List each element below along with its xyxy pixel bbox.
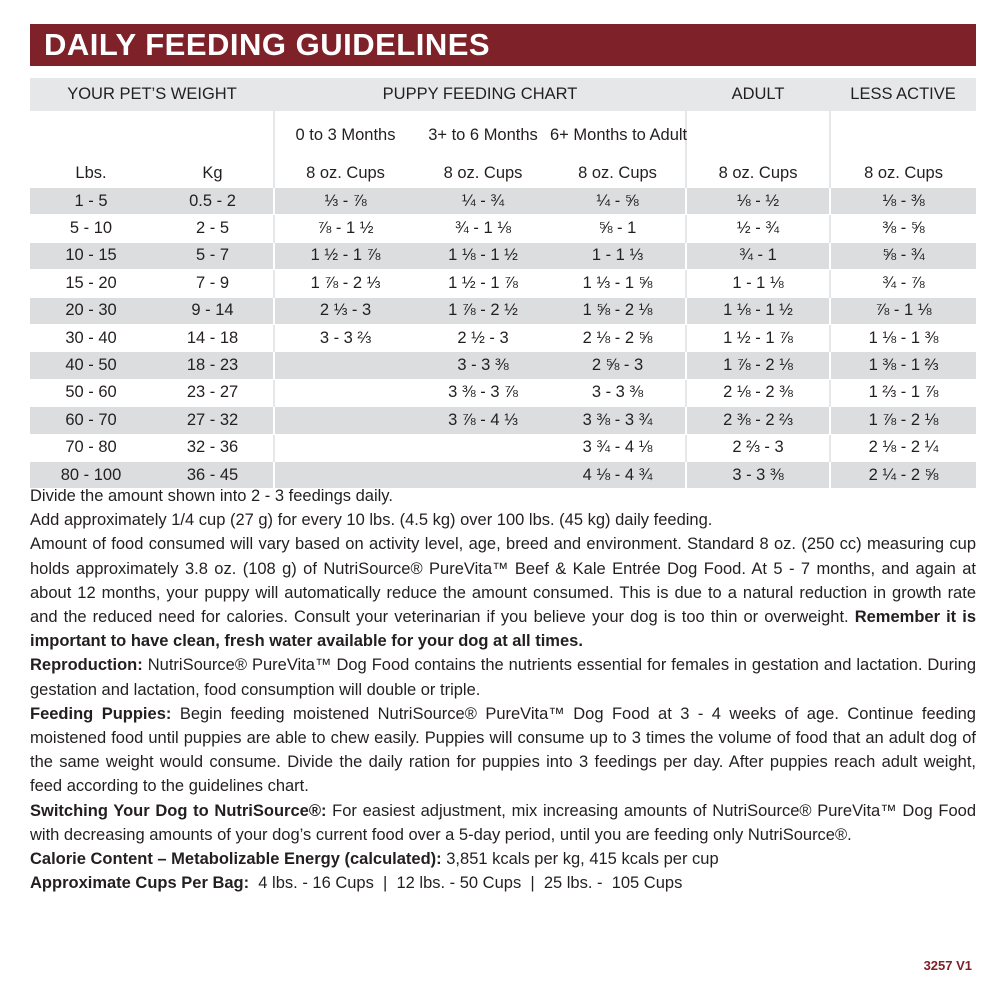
cups-cell: 3 - 3 ⅜ bbox=[550, 379, 686, 406]
sub-header-blank bbox=[30, 111, 274, 160]
cups-cell: 2 ⅔ - 3 bbox=[686, 434, 830, 461]
cups-cell: 1 - 1 ⅓ bbox=[550, 242, 686, 269]
weight-lbs-cell: 60 - 70 bbox=[30, 407, 152, 434]
weight-kg-cell: 27 - 32 bbox=[152, 407, 274, 434]
product-code: 3257 V1 bbox=[923, 958, 972, 973]
weight-kg-cell: 5 - 7 bbox=[152, 242, 274, 269]
weight-lbs-cell: 70 - 80 bbox=[30, 434, 152, 461]
cups-cell: ¾ - 1 bbox=[686, 242, 830, 269]
cups-cell: 1 ⅔ - 1 ⅞ bbox=[830, 379, 976, 406]
weight-lbs-cell: 1 - 5 bbox=[30, 188, 152, 215]
switching-label: Switching Your Dog to NutriSource®: bbox=[30, 801, 327, 820]
cups-cell bbox=[274, 352, 416, 379]
cups-cell: 1 ⅛ - 1 ⅜ bbox=[830, 324, 976, 351]
adult-sub-blank bbox=[686, 111, 830, 160]
weight-lbs-cell: 10 - 15 bbox=[30, 242, 152, 269]
cups-cell bbox=[274, 434, 416, 461]
header-adult: ADULT bbox=[686, 78, 830, 111]
title-banner bbox=[30, 24, 976, 66]
reproduction-text: NutriSource® PureVita™ Dog Food contains the nutrients essential for females in gestation and lactation. During gestation and lactation, food consumption will double or triple. bbox=[30, 656, 976, 699]
amount-text: Amount of food consumed will vary based on activity level, age, breed and environment. Standard 8 oz. (250 cc) measuring cup holds approximately 3.8 oz. (108 g) of NutriSource® PureVita™ Beef & Kale Entrée Dog Food. At 5 - 7 months, and again at about 12 months, your puppy will automatically reduce the amount consumed. This is due to a natural reduction in growth rate and the reduced need for calories. Consult your veterinarian if you believe your dog is too thin or overweight. bbox=[30, 535, 976, 627]
unit-cups: 8 oz. Cups bbox=[416, 160, 550, 188]
reproduction-label: Reproduction: bbox=[30, 656, 143, 675]
cups-cell: 2 ⅛ - 2 ⅜ bbox=[686, 379, 830, 406]
table-row bbox=[30, 242, 976, 269]
cups-cell: 2 ⅓ - 3 bbox=[274, 297, 416, 324]
weight-lbs-cell: 5 - 10 bbox=[30, 215, 152, 242]
weight-lbs-cell: 40 - 50 bbox=[30, 352, 152, 379]
unit-kg: Kg bbox=[152, 160, 274, 188]
instruction-amount bbox=[30, 532, 976, 653]
page-title: DAILY FEEDING GUIDELINES bbox=[44, 27, 491, 62]
weight-kg-cell: 9 - 14 bbox=[152, 297, 274, 324]
cups-cell: 1 ⅓ - 1 ⅝ bbox=[550, 270, 686, 297]
cups-label: Approximate Cups Per Bag: bbox=[30, 874, 250, 893]
calorie-paragraph bbox=[30, 847, 976, 871]
feeding-table bbox=[30, 78, 976, 489]
cups-cell: 2 ⅛ - 2 ⅝ bbox=[550, 324, 686, 351]
table-row bbox=[30, 434, 976, 461]
cups-cell: 3 ⅜ - 3 ⅞ bbox=[416, 379, 550, 406]
cups-cell: ¾ - 1 ⅛ bbox=[416, 215, 550, 242]
cups-cell: 1 ⅞ - 2 ⅛ bbox=[686, 352, 830, 379]
cups-cell: 1 - 1 ⅛ bbox=[686, 270, 830, 297]
water-reminder: Remember it is important to have clean, fresh water available for your dog at all times. bbox=[30, 608, 977, 651]
cups-cell: 3 - 3 ⅜ bbox=[686, 461, 830, 488]
calorie-label: Calorie Content – Metabolizable Energy (calculated): bbox=[30, 850, 442, 869]
puppies-label: Feeding Puppies: bbox=[30, 704, 172, 723]
cups-cell: ½ - ¾ bbox=[686, 215, 830, 242]
cups-cell: 1 ⅝ - 2 ⅛ bbox=[550, 297, 686, 324]
cups-text: 4 lbs. - 16 Cups | 12 lbs. - 50 Cups | 25 lbs. - 105 Cups bbox=[249, 874, 683, 893]
cups-cell: 3 - 3 ⅜ bbox=[416, 352, 550, 379]
cups-cell: ⅜ - ⅝ bbox=[830, 215, 976, 242]
weight-kg-cell: 14 - 18 bbox=[152, 324, 274, 351]
puppy-age-1: 3+ to 6 Months bbox=[416, 111, 550, 160]
table-row bbox=[30, 352, 976, 379]
cups-cell: 1 ½ - 1 ⅞ bbox=[686, 324, 830, 351]
instruction-divide: Divide the amount shown into 2 - 3 feedings daily. bbox=[30, 487, 393, 505]
cups-cell: 3 ⅞ - 4 ⅓ bbox=[416, 407, 550, 434]
cups-cell bbox=[274, 407, 416, 434]
header-less-active: LESS ACTIVE bbox=[830, 78, 976, 111]
cups-cell: ¼ - ¾ bbox=[416, 188, 550, 215]
cups-cell: ⅝ - ¾ bbox=[830, 242, 976, 269]
cups-cell: 2 ⅛ - 2 ¼ bbox=[830, 434, 976, 461]
cups-cell: 3 ⅜ - 3 ¾ bbox=[550, 407, 686, 434]
weight-kg-cell: 7 - 9 bbox=[152, 270, 274, 297]
switching-text: For easiest adjustment, mix increasing amounts of NutriSource® PureVita™ Dog Food with decreasing amounts of your dog’s current food over a 5-day period, until you are feeding only NutriSource®. bbox=[30, 801, 976, 844]
cups-cell: 1 ⅛ - 1 ½ bbox=[416, 242, 550, 269]
weight-lbs-cell: 30 - 40 bbox=[30, 324, 152, 351]
cups-cell: 1 ½ - 1 ⅞ bbox=[274, 242, 416, 269]
cups-cell: 1 ½ - 1 ⅞ bbox=[416, 270, 550, 297]
table-row bbox=[30, 188, 976, 215]
less-active-sub-blank bbox=[830, 111, 976, 160]
cups-cell: 1 ⅜ - 1 ⅔ bbox=[830, 352, 976, 379]
cups-cell: 2 ¼ - 2 ⅝ bbox=[830, 461, 976, 488]
weight-kg-cell: 23 - 27 bbox=[152, 379, 274, 406]
table-row bbox=[30, 215, 976, 242]
cups-cell bbox=[274, 379, 416, 406]
unit-cups: 8 oz. Cups bbox=[550, 160, 686, 188]
cups-cell: 1 ⅛ - 1 ½ bbox=[686, 297, 830, 324]
weight-kg-cell: 32 - 36 bbox=[152, 434, 274, 461]
table-row bbox=[30, 379, 976, 406]
cups-cell: ⅛ - ⅜ bbox=[830, 188, 976, 215]
puppies-paragraph bbox=[30, 702, 976, 799]
weight-kg-cell: 18 - 23 bbox=[152, 352, 274, 379]
weight-kg-cell: 36 - 45 bbox=[152, 461, 274, 488]
cups-cell: 1 ⅞ - 2 ⅛ bbox=[830, 407, 976, 434]
cups-cell: ⅓ - ⅞ bbox=[274, 188, 416, 215]
weight-kg-cell: 2 - 5 bbox=[152, 215, 274, 242]
cups-cell: 3 - 3 ⅔ bbox=[274, 324, 416, 351]
weight-lbs-cell: 80 - 100 bbox=[30, 461, 152, 488]
cups-cell: 1 ⅞ - 2 ½ bbox=[416, 297, 550, 324]
reproduction-paragraph bbox=[30, 653, 976, 701]
unit-cups: 8 oz. Cups bbox=[830, 160, 976, 188]
table-row bbox=[30, 297, 976, 324]
calorie-text: 3,851 kcals per kg, 415 kcals per cup bbox=[441, 850, 719, 869]
instruction-add: Add approximately 1/4 cup (27 g) for every 10 lbs. (4.5 kg) over 100 lbs. (45 kg) daily feeding. bbox=[30, 511, 713, 530]
cups-paragraph bbox=[30, 871, 976, 895]
puppy-age-0: 0 to 3 Months bbox=[274, 111, 416, 160]
cups-cell: 2 ⅝ - 3 bbox=[550, 352, 686, 379]
cups-cell: 2 ½ - 3 bbox=[416, 324, 550, 351]
table-row bbox=[30, 270, 976, 297]
unit-lbs: Lbs. bbox=[30, 160, 152, 188]
header-puppy: PUPPY FEEDING CHART bbox=[274, 78, 686, 111]
header-weight: YOUR PET’S WEIGHT bbox=[30, 78, 274, 111]
puppies-text: Begin feeding moistened NutriSource® PureVita™ Dog Food at 3 - 4 weeks of age. Continue feeding moistened food until puppies are able to chew easily. Puppies will consume up to 3 times the volume of food that an adult dog of the same weight would consume. Divide the daily ration for puppies into 3 feedings per day. After puppies reach adult weight, feed according to the guidelines chart. bbox=[30, 704, 976, 796]
cups-cell: ⅞ - 1 ½ bbox=[274, 215, 416, 242]
switching-paragraph bbox=[30, 799, 976, 847]
cups-cell: ⅝ - 1 bbox=[550, 215, 686, 242]
weight-kg-cell: 0.5 - 2 bbox=[152, 188, 274, 215]
cups-cell: 1 ⅞ - 2 ⅓ bbox=[274, 270, 416, 297]
cups-cell: 3 ¾ - 4 ⅛ bbox=[550, 434, 686, 461]
unit-cups: 8 oz. Cups bbox=[686, 160, 830, 188]
weight-lbs-cell: 15 - 20 bbox=[30, 270, 152, 297]
puppy-age-2: 6+ Months to Adult bbox=[550, 111, 686, 160]
weight-lbs-cell: 20 - 30 bbox=[30, 297, 152, 324]
table-row bbox=[30, 407, 976, 434]
table-row bbox=[30, 324, 976, 351]
cups-cell: 4 ⅛ - 4 ¾ bbox=[550, 461, 686, 488]
weight-lbs-cell: 50 - 60 bbox=[30, 379, 152, 406]
cups-cell: ¼ - ⅝ bbox=[550, 188, 686, 215]
cups-cell bbox=[416, 434, 550, 461]
unit-cups: 8 oz. Cups bbox=[274, 160, 416, 188]
instructions bbox=[30, 484, 976, 895]
cups-cell: 2 ⅜ - 2 ⅔ bbox=[686, 407, 830, 434]
table-body bbox=[30, 188, 976, 489]
cups-cell: ⅛ - ½ bbox=[686, 188, 830, 215]
cups-cell: ¾ - ⅞ bbox=[830, 270, 976, 297]
cups-cell: ⅞ - 1 ⅛ bbox=[830, 297, 976, 324]
